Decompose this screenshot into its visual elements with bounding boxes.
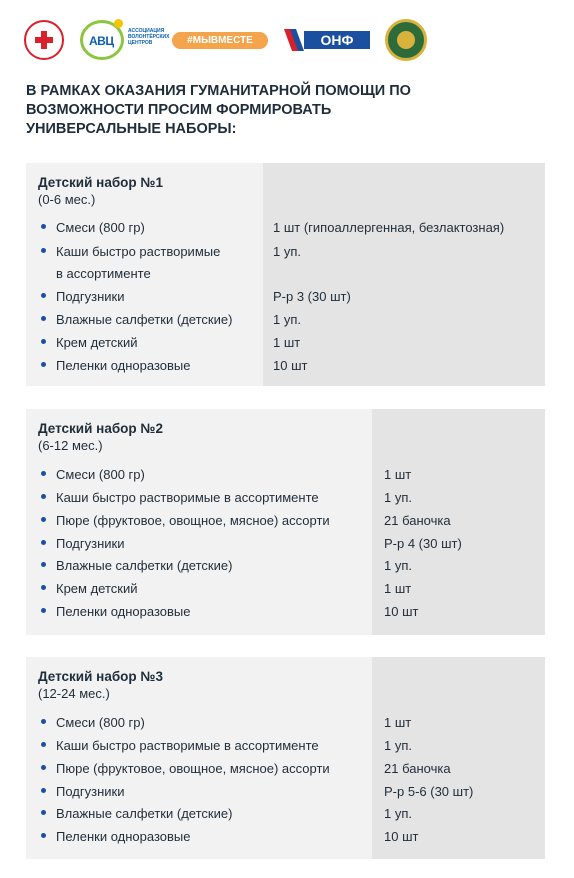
avc-caption: АССОЦИАЦИЯ ВОЛОНТЁРСКИХ ЦЕНТРОВ	[128, 28, 170, 46]
item-name: Крем детский	[56, 335, 138, 350]
item-value: 10 шт	[273, 358, 308, 373]
item-value: Р-р 5-6 (30 шт)	[384, 784, 474, 799]
kit-card-1	[26, 163, 545, 386]
item-name: Влажные салфетки (детские)	[56, 312, 233, 327]
partner-logos	[24, 18, 434, 64]
bullet-icon	[41, 742, 46, 747]
item-value: Р-р 3 (30 шт)	[273, 289, 351, 304]
item-name: Каши быстро растворимые в ассортименте	[56, 490, 319, 505]
item-name: Пеленки одноразовые	[56, 604, 191, 619]
avc-logo	[80, 20, 124, 60]
page-heading: В РАМКАХ ОКАЗАНИЯ ГУМАНИТАРНОЙ ПОМОЩИ ПО ВОЗМОЖНОСТИ ПРОСИМ ФОРМИРОВАТЬ УНИВЕРСАЛЬНЫЕ НАБОРЫ:	[26, 83, 411, 137]
item-name: Крем детский	[56, 581, 138, 596]
item-value: 1 уп.	[273, 244, 301, 259]
item-name: Пеленки одноразовые	[56, 358, 191, 373]
onf-logo	[284, 27, 370, 53]
bullet-icon	[41, 293, 46, 298]
bullet-icon	[41, 494, 46, 499]
bullet-icon	[41, 585, 46, 590]
item-name: Влажные салфетки (детские)	[56, 806, 233, 821]
bullet-icon	[41, 339, 46, 344]
kit-title: Детский набор №2	[38, 421, 163, 436]
bullet-icon	[41, 833, 46, 838]
bullet-icon	[41, 608, 46, 613]
bullet-icon	[41, 810, 46, 815]
item-value: 1 уп.	[384, 738, 412, 753]
item-name: Влажные салфетки (детские)	[56, 558, 233, 573]
kit-age: (0-6 мес.)	[38, 192, 96, 207]
bullet-icon	[41, 562, 46, 567]
item-value: 1 шт	[384, 467, 412, 482]
item-value: 1 уп.	[384, 558, 412, 573]
item-value: 1 уп.	[273, 312, 301, 327]
bullet-icon	[41, 362, 46, 367]
item-name: Пюре (фруктовое, овощное, мясное) ассорти	[56, 761, 330, 776]
item-name: Подгузники	[56, 784, 125, 799]
item-name: Смеси (800 гр)	[56, 220, 145, 235]
item-value: 21 баночка	[384, 761, 451, 776]
item-value: 1 шт	[273, 335, 301, 350]
bullet-icon	[41, 471, 46, 476]
kit-title: Детский набор №3	[38, 669, 163, 684]
kit-card-2	[26, 409, 545, 635]
onf-logo-text: ОНФ	[304, 31, 370, 49]
item-value: Р-р 4 (30 шт)	[384, 536, 462, 551]
item-name: Подгузники	[56, 289, 125, 304]
item-name: Подгузники	[56, 536, 125, 551]
bullet-icon	[41, 719, 46, 724]
item-name: Смеси (800 гр)	[56, 467, 145, 482]
emblem-logo	[385, 19, 427, 61]
avc-logo-text: АВЦ	[89, 34, 114, 48]
kit-card-3	[26, 657, 545, 859]
bullet-icon	[41, 224, 46, 229]
item-value: 1 шт	[384, 581, 412, 596]
bullet-icon	[41, 765, 46, 770]
item-name-line2: в ассортименте	[56, 266, 151, 281]
item-value: 21 баночка	[384, 513, 451, 528]
red-cross-logo	[24, 20, 64, 60]
kit-age: (6-12 мес.)	[38, 438, 103, 453]
item-name: Каши быстро растворимые в ассортименте	[56, 738, 319, 753]
bullet-icon	[41, 248, 46, 253]
item-name: Пюре (фруктовое, овощное, мясное) ассорти	[56, 513, 330, 528]
item-name: Пеленки одноразовые	[56, 829, 191, 844]
my-vmeste-logo: #МЫВМЕСТЕ	[172, 32, 268, 49]
item-value: 1 шт	[384, 715, 412, 730]
bullet-icon	[41, 517, 46, 522]
item-value: 1 уп.	[384, 490, 412, 505]
item-name: Смеси (800 гр)	[56, 715, 145, 730]
item-value: 10 шт	[384, 604, 419, 619]
kit-age: (12-24 мес.)	[38, 686, 110, 701]
bullet-icon	[41, 316, 46, 321]
item-name: Каши быстро растворимые	[56, 244, 221, 259]
item-value: 1 уп.	[384, 806, 412, 821]
bullet-icon	[41, 540, 46, 545]
kit-title: Детский набор №1	[38, 175, 163, 190]
item-value: 10 шт	[384, 829, 419, 844]
item-value: 1 шт (гипоаллергенная, безлактозная)	[273, 220, 505, 235]
bullet-icon	[41, 788, 46, 793]
